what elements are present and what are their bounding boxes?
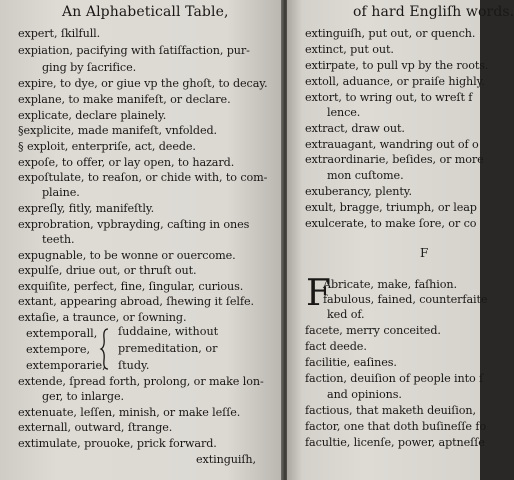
entry-line: extenuate, leſſen, minish, or make leſſe. [18,406,241,419]
drop-cap: F [306,273,331,314]
entry-line: expoſe, to offer, or lay open, to hazard. [18,156,235,169]
entry-line: teeth. [42,233,75,246]
entry-line: factor, one that doth buſineſſe fo [305,420,487,433]
catchword: extinguiſh, [196,453,256,466]
brace-word: extemporall, [26,327,98,340]
entry-line: expiation, pacifying with ſatiſfaction, pur- [18,44,250,57]
entry-line: extort, to wring out, to wreſt f [305,91,473,104]
entry-line: extaſie, a traunce, or ſowning. [18,311,187,324]
entry-line: ging by ſacrifice. [42,61,137,74]
right-page-header: of hard Engliſh words. [353,4,514,20]
entry-line: extinguiſh, put out, or quench. [305,27,476,40]
entry-line: fabulous, fained, counterfaite [323,293,488,306]
entry-line: facete, merry conceited. [305,324,441,337]
entry-line: extract, draw out. [305,122,405,135]
entry-line: expulſe, driue out, or thruſt out. [18,264,197,277]
entry-line: extant, appearing abroad, ſhewing it ſelfe. [18,295,254,308]
entry-line: fact deede. [305,340,367,353]
entry-line: explane, to make manifeſt, or declare. [18,93,231,106]
entry-line: extinct, put out. [305,43,394,56]
entry-line: externall, outward, ſtrange. [18,421,173,434]
entry-line: exult, bragge, triumph, or leap [305,201,477,214]
entry-line: ger, to inlarge. [42,390,124,403]
entry-line: extrauagant, wandring out of o [305,138,479,151]
entry-line: faction, deuiſion of people into ſ [305,372,484,385]
entry-line: extraordinarie, beſides, or more [305,153,484,166]
entry-line: § exploit, enterpriſe, act, deede. [18,140,196,153]
entry-line: mon cuſtome. [327,169,404,182]
entry-line: Abricate, make, faſhion. [323,278,457,291]
entry-line: ked of. [327,308,365,321]
entry-line: facultie, licenſe, power, aptneſſe [305,436,485,449]
entry-line: exulcerate, to make ſore, or co [305,217,477,230]
brace-definition-line: ſuddaine, without [118,325,219,338]
entry-line: lence. [327,106,361,119]
entry-line: extoll, aduance, or praiſe highly. [305,75,485,88]
entry-line: explicate, declare plainely. [18,109,167,122]
entry-line: expoſtulate, to reaſon, or chide with, to com- [18,171,268,184]
entry-line: extende, ſpread forth, prolong, or make lon- [18,375,264,388]
entry-line: extimulate, prouoke, prick forward. [18,437,217,450]
entry-line: exprobration, vpbrayding, caſting in ones [18,218,250,231]
left-page-header: An Alphabeticall Table, [62,4,229,20]
entry-line: exquiſite, perfect, fine, ſingular, curious. [18,280,244,293]
entry-line: plaine. [42,186,80,199]
entry-line: factious, that maketh deuiſion, [305,404,476,417]
entry-line: exuberancy, plenty. [305,185,412,198]
entry-line: expugnable, to be wonne or ouercome. [18,249,236,262]
entry-line: extirpate, to pull vp by the roots. [305,59,489,72]
entry-line: and opinions. [327,388,402,401]
entry-line: expert, ſkilfull. [18,27,101,40]
brace-word: extempore, [26,343,91,356]
entry-line: expreſly, fitly, manifeſtly. [18,202,155,215]
brace-word: extemporarie, [26,359,106,372]
entry-line: facilitie, eaſines. [305,356,397,369]
section-letter: F [420,246,429,260]
curly-brace-icon [100,328,110,370]
brace-definition-line: premeditation, or [118,342,218,355]
brace-definition-line: ſtudy. [118,359,150,372]
entry-line: §explicite, made manifeſt, vnfolded. [18,124,217,137]
entry-line: expire, to dye, or giue vp the ghoſt, to decay. [18,77,268,90]
